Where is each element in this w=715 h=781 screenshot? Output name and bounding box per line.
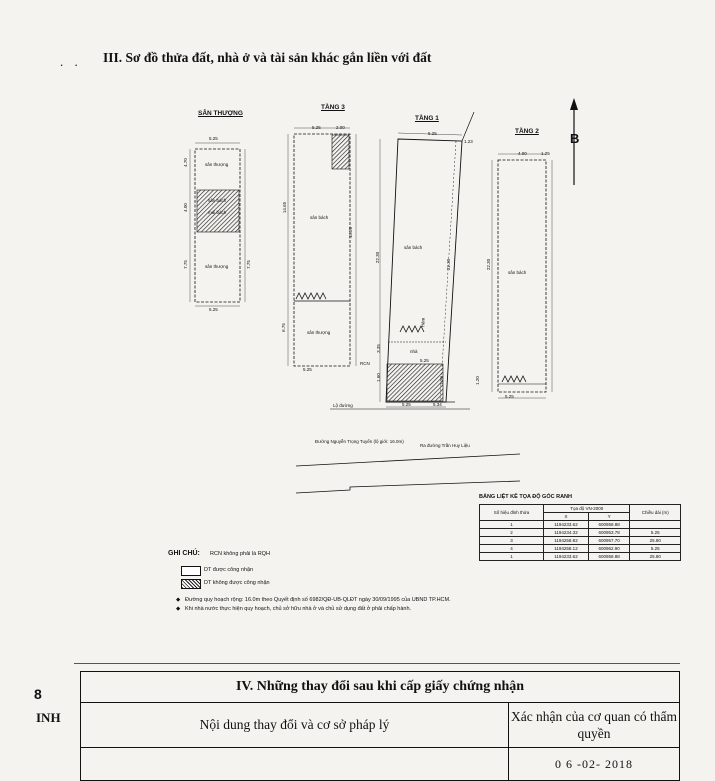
section-divider [74, 663, 680, 666]
coord-table [479, 504, 681, 561]
road-boundary-line [296, 481, 520, 493]
dim-label: 6.75 [280, 323, 286, 332]
room-label: sân thượng [205, 264, 229, 269]
coord-y: 600957.70 [588, 537, 629, 545]
floor3-label: TẦNG 3 [321, 104, 345, 111]
dim-label: 22.30 [446, 258, 452, 271]
dim-label: 5.25 [312, 125, 321, 130]
dim-label: 2.00 [336, 125, 345, 130]
coord-id: 1 [480, 553, 544, 561]
room-label: sân thượng [205, 162, 229, 167]
note-bullet-icon: ◆ [176, 606, 181, 612]
coord-id: 4 [480, 545, 544, 553]
coord-table-title: BẢNG LIỆT KÊ TỌA ĐỘ GÓC RANH [479, 494, 572, 500]
room-label: nhà [410, 349, 418, 354]
dim-label: 22.30 [375, 251, 381, 264]
dim-label: 7.75 [182, 260, 188, 269]
dim-label: 4.70 [182, 158, 188, 167]
legend-note-2: Khi nhà nước thực hiện quy hoạch, chủ sở hữu nhà ở và chủ sử dụng đất ở phải chấp hành. [185, 606, 412, 612]
table-row [480, 537, 681, 545]
floor2-plan [492, 154, 552, 398]
coord-len: 5.25 [630, 529, 681, 537]
coord-y: 600962.90 [588, 545, 629, 553]
room-label: sân bách [208, 198, 227, 203]
dim-label: 1.20 [474, 376, 480, 385]
dim-label: 22.30 [486, 258, 492, 271]
leader-dots: . . [60, 54, 82, 69]
dim-label: 5.25 [303, 367, 312, 372]
floor1-label: TẦNG 1 [415, 115, 439, 122]
roof-plan [190, 143, 245, 306]
road-edge-line [296, 454, 520, 466]
legend-title: GHI CHÚ: [168, 550, 200, 557]
coord-x: 1194233.62 [544, 521, 589, 529]
road-name: Đường Nguyễn Trọng Tuyển (lộ giới: 16.0m) [315, 439, 404, 444]
coord-len: 25.80 [630, 553, 681, 561]
dim-label: 5.25 [209, 136, 218, 141]
coord-id: 2 [480, 529, 544, 537]
coord-header-y: Y [588, 513, 629, 521]
margin-text: INH [36, 710, 61, 725]
room-label: sân bách [404, 245, 423, 250]
legend-note-1: Đường quy hoạch rộng: 16.0m theo Quyết định số 6982/QĐ-UB-QLĐT ngày 30/09/1995 của UBND TP.HCM. [185, 597, 451, 603]
legend-rcn-note: RCN không phải là RQH [210, 551, 270, 557]
section-3-title: III. Sơ đồ thửa đất, nhà ở và tài sản khác gắn liền với đất [103, 50, 432, 65]
alley-label: Hẻm [420, 317, 426, 328]
section-4-title: IV. Những thay đổi sau khi cấp giấy chứng nhận [81, 672, 680, 703]
dim-label: 13.20 [348, 226, 354, 239]
coord-x: 1194234.32 [544, 529, 589, 537]
table-row [480, 545, 681, 553]
changes-col-authority: Xác nhận của cơ quan có thẩm quyền [509, 703, 680, 748]
dim-label: 5.25 [402, 402, 411, 407]
north-label: B [570, 131, 580, 146]
legend-not-recognized-swatch [181, 579, 201, 589]
dim-label: 7.75 [245, 260, 251, 269]
dim-label: 5.25 [505, 394, 514, 399]
legend-not-recognized-label: DT không được công nhận [204, 580, 270, 586]
coord-id: 3 [480, 537, 544, 545]
confirmation-date: 0 6 -02- 2018 [509, 748, 680, 781]
table-row [480, 553, 681, 561]
dim-label: 3.35 [375, 344, 381, 353]
room-label: sân bách [310, 215, 329, 220]
coord-id: 1 [480, 521, 544, 529]
dim-label: 5.25 [209, 307, 218, 312]
coord-x: 1194233.62 [544, 553, 589, 561]
dim-label: 5.34 [433, 402, 442, 407]
roof-label: SÂN THƯỢNG [198, 110, 243, 117]
changes-col-content: Nội dung thay đổi và cơ sở pháp lý [81, 703, 509, 748]
coord-y: 600958.88 [588, 521, 629, 529]
room-label: mái bách [208, 210, 227, 215]
road-ref: Ra đường Trần Huy Liệu [420, 443, 470, 448]
room-label: sân bách [508, 270, 527, 275]
dim-label: 1.25 [541, 151, 550, 156]
coord-header-system: Tọa độ VN-2000 [544, 505, 630, 513]
coord-x: 1194258.82 [544, 537, 589, 545]
table-row [480, 529, 681, 537]
coord-x: 1194258.12 [544, 545, 589, 553]
floor2-label: TẦNG 2 [515, 128, 539, 135]
table-row [480, 521, 681, 529]
dim-label: 5.25 [428, 131, 437, 136]
coord-y: 600953.78 [588, 529, 629, 537]
coord-header-point: Số hiệu đỉnh thửa [480, 505, 544, 521]
changes-content-cell [81, 748, 509, 781]
legend-recognized-label: DT được công nhận [204, 567, 254, 573]
coord-len [630, 521, 681, 529]
dim-label: 4.00 [182, 203, 188, 212]
dim-label: 1.23 [464, 139, 473, 144]
margin-number: 8 [34, 686, 42, 702]
dim-label: 4.00 [518, 151, 527, 156]
rcn-label: RCN [360, 361, 370, 366]
dim-label: 1.20 [438, 376, 444, 385]
coord-len: 5.25 [630, 545, 681, 553]
lo-duong-label: Lộ đường [333, 403, 353, 408]
coord-header-length: Chiều dài (m) [630, 505, 681, 521]
dim-label: 1.60 [375, 373, 381, 382]
coord-header-x: X [544, 513, 589, 521]
room-label: sân thượng [307, 330, 331, 335]
coord-y: 600958.88 [588, 553, 629, 561]
changes-table [80, 671, 680, 781]
dim-label: 5.25 [420, 358, 429, 363]
legend-recognized-swatch [181, 566, 201, 576]
dim-label: 14.65 [282, 201, 288, 214]
coord-len: 25.80 [630, 537, 681, 545]
note-bullet-icon: ◆ [176, 597, 181, 603]
